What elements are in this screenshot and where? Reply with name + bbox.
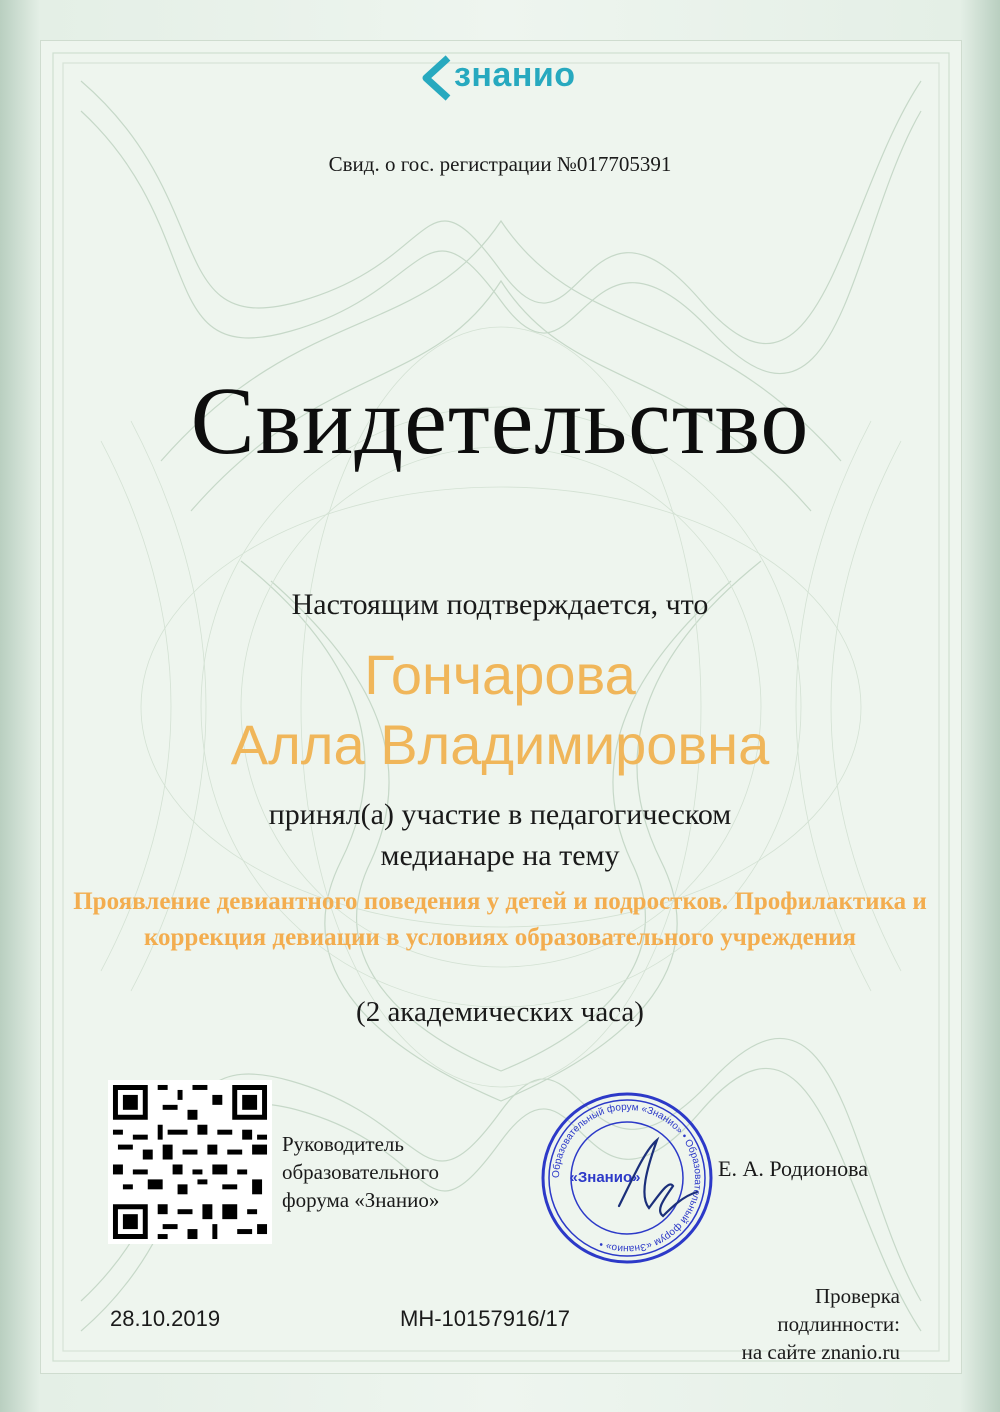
certificate-title: Свидетельство — [190, 367, 810, 474]
signatory-role-line: форума «Знанио» — [282, 1188, 440, 1212]
verification-line: на сайте znanio.ru — [741, 1340, 900, 1364]
recipient-surname: Гончарова — [364, 643, 636, 706]
issue-date: 28.10.2019 — [110, 1306, 221, 1331]
verification-note — [660, 1282, 900, 1366]
signatory-name: Е. А. Родионова — [718, 1156, 868, 1181]
signatory-role — [282, 1130, 522, 1214]
qr-code — [108, 1080, 272, 1244]
verification-line: Проверка — [815, 1284, 900, 1308]
signatory-role-line: образовательного — [282, 1160, 439, 1184]
confirm-text: Настоящим подтверждается, что — [291, 588, 709, 621]
verification-line: подлинности: — [777, 1312, 900, 1336]
logo-text: знанио — [454, 56, 576, 94]
znanio-logo-icon — [418, 52, 458, 104]
svg-text:Образовательный форум «Знанио»: Образовательный форум «Знанио» • Образовательный форум «Знанио» • — [550, 1101, 704, 1255]
znanio-logo — [418, 52, 588, 104]
official-stamp — [537, 1088, 717, 1268]
svg-text:«Знанио»: «Знанио» — [569, 1169, 641, 1186]
certificate-serial: МН-10157916/17 — [400, 1306, 571, 1331]
webinar-topic: Проявление девиантного поведения у детей и подростков. Профилактика и коррекция девиации в условиях образовательного учреждения — [73, 888, 927, 951]
participation-line-2: медианаре на тему — [380, 839, 620, 872]
academic-hours: (2 академических часа) — [356, 996, 644, 1028]
recipient-given-name: Алла Владимировна — [230, 713, 770, 776]
signatory-role-line: Руководитель — [282, 1132, 404, 1156]
participation-line-1: принял(а) участие в педагогическом — [268, 798, 732, 831]
registration-number: Свид. о гос. регистрации №017705391 — [328, 152, 672, 176]
